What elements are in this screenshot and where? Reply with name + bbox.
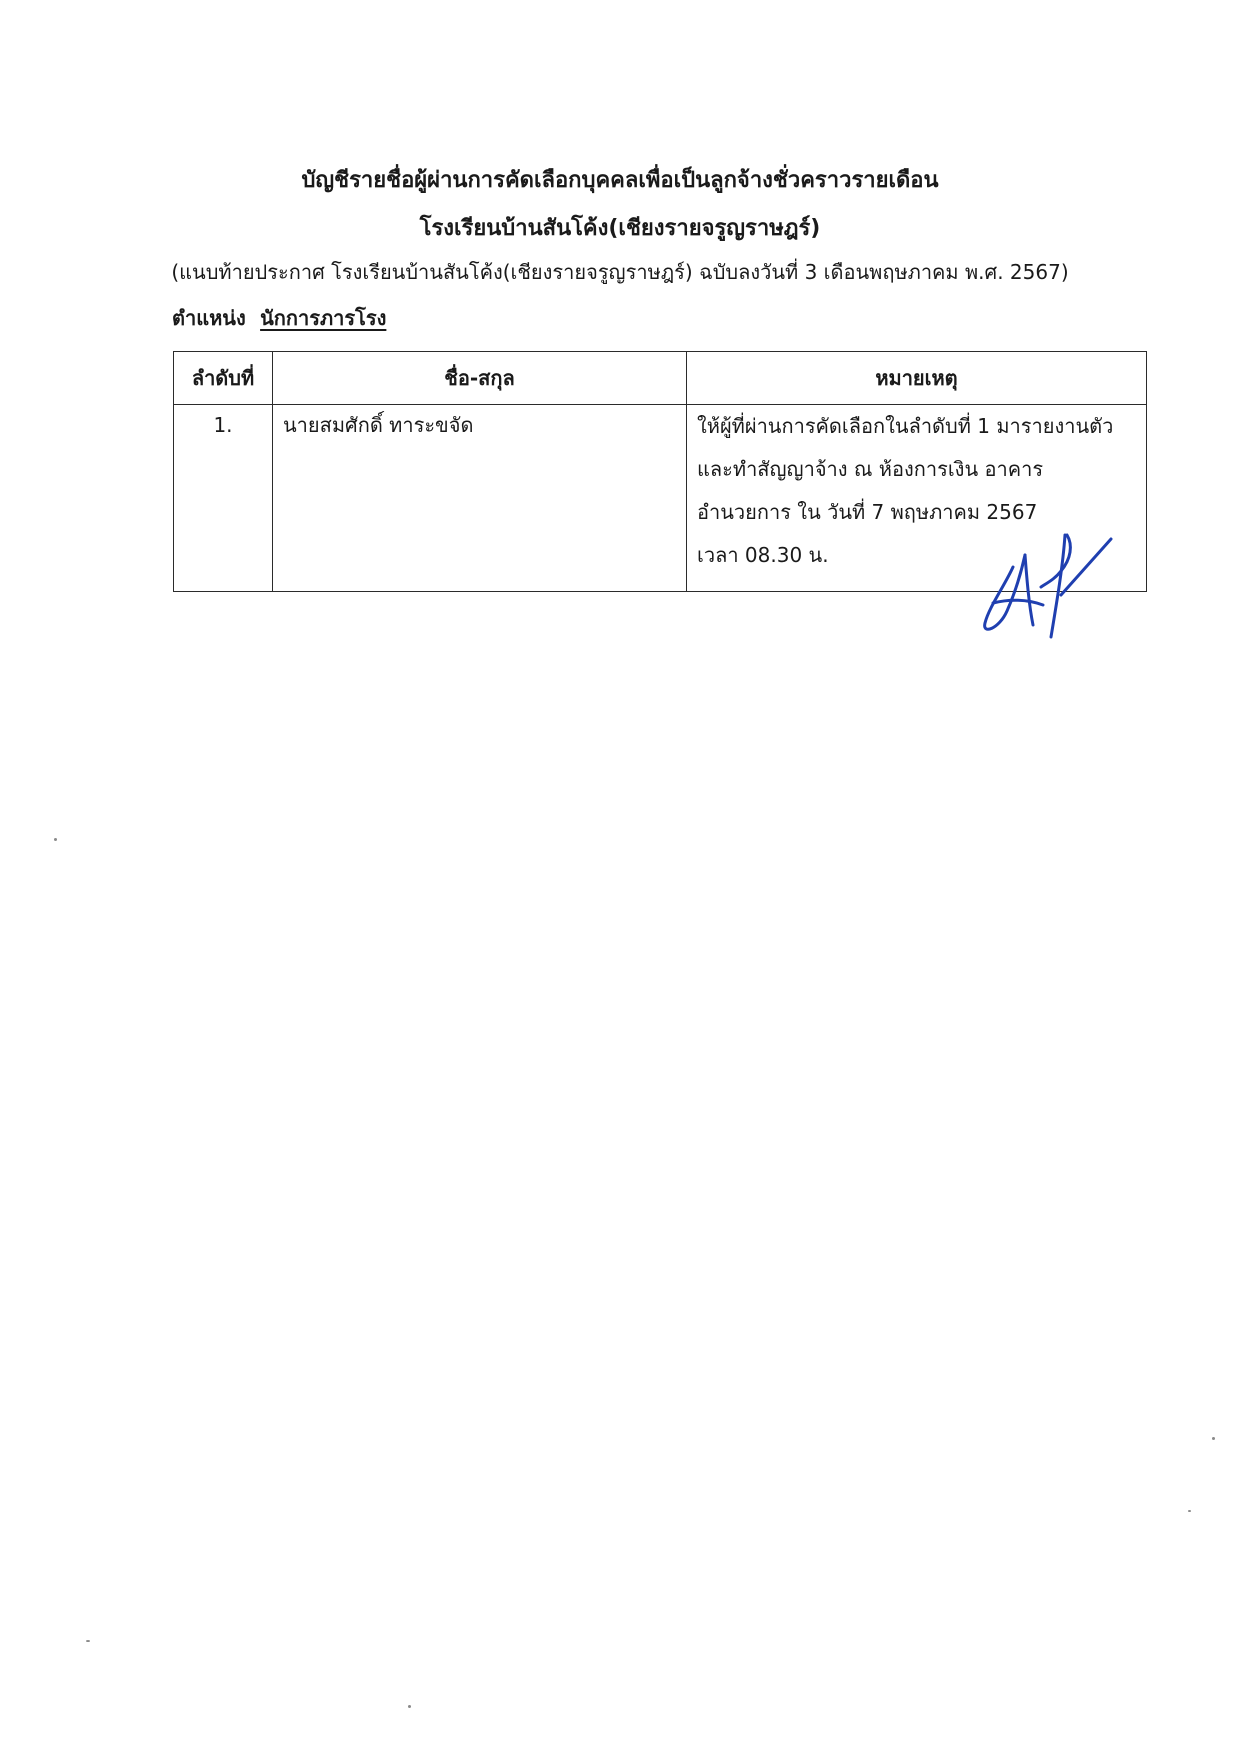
remark-line: และทำสัญญาจ้าง ณ ห้องการเงิน อาคาร bbox=[697, 457, 1044, 481]
position-label: ตำแหน่ง bbox=[172, 306, 246, 330]
announcement-reference: (แนบท้ายประกาศ โรงเรียนบ้านสันโค้ง(เชียงรายจรูญราษฎร์) ฉบับลงวันที่ 3 เดือนพฤษภาคม พ.ศ. 2567) bbox=[171, 260, 1069, 284]
scan-speck bbox=[1188, 1510, 1191, 1512]
header-remark: หมายเหตุ bbox=[687, 352, 1147, 405]
handwritten-signature bbox=[975, 525, 1125, 645]
remark-line: อำนวยการ ใน วันที่ 7 พฤษภาคม 2567 bbox=[697, 500, 1038, 524]
position-value: นักการภารโรง bbox=[260, 306, 387, 330]
header-name: ชื่อ-สกุล bbox=[273, 352, 687, 405]
school-name: โรงเรียนบ้านสันโค้ง(เชียงรายจรูญราษฎร์) bbox=[419, 216, 821, 241]
document-title: บัญชีรายชื่อผู้ผ่านการคัดเลือกบุคคลเพื่อเป็นลูกจ้างชั่วคราวรายเดือน bbox=[301, 168, 939, 193]
table-header-row bbox=[174, 352, 1147, 405]
scan-speck bbox=[408, 1705, 411, 1708]
cell-no: 1. bbox=[174, 405, 273, 592]
header-no: ลำดับที่ bbox=[174, 352, 273, 405]
position-line bbox=[172, 306, 386, 330]
scan-speck bbox=[1212, 1437, 1215, 1440]
remark-line: ให้ผู้ที่ผ่านการคัดเลือกในลำดับที่ 1 มารายงานตัว bbox=[697, 414, 1114, 438]
scan-speck bbox=[54, 838, 57, 841]
scan-speck bbox=[86, 1640, 90, 1642]
remark-line: เวลา 08.30 น. bbox=[697, 543, 829, 567]
cell-name: นายสมศักดิ์ ทาระขจัด bbox=[273, 405, 687, 592]
